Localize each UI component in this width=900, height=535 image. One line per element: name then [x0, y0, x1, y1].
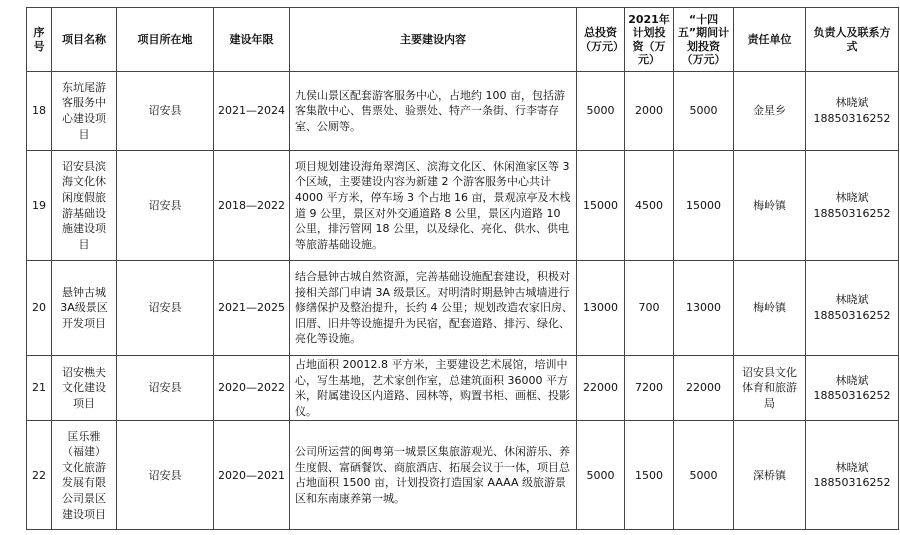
- cell-period: 2018—2022: [214, 151, 290, 261]
- cell-seq: 22: [27, 421, 52, 530]
- table-row: [27, 151, 899, 261]
- cell-location: 诏安县: [117, 421, 214, 530]
- header-name: 项目名称: [52, 8, 117, 72]
- cell-total-investment: 13000: [577, 261, 625, 356]
- cell-14th-plan: 22000: [674, 356, 734, 421]
- header-seq: 序号: [27, 8, 52, 72]
- cell-period: 2020—2021: [214, 421, 290, 530]
- header-total-investment: 总投资（万元）: [577, 8, 625, 72]
- header-contact: 负责人及联系方式: [806, 8, 899, 72]
- cell-location: 诏安县: [117, 151, 214, 261]
- cell-period: 2020—2022: [214, 356, 290, 421]
- cell-total-investment: 5000: [577, 421, 625, 530]
- cell-content: 结合悬钟古城自然资源，完善基础设施配套建设，积极对接相关部门申请 3A 级景区。对明清时期悬钟古城墙进行修缮保护及整治提升，长约 4 公里；规划改造农家旧房、旧厝、旧井等设施提升为民宿，配套道路、排污、绿化、亮化等设施。: [290, 261, 577, 356]
- cell-14th-plan: 5000: [674, 72, 734, 151]
- cell-2021-plan: 2000: [625, 72, 674, 151]
- cell-responsible-unit: 金星乡: [734, 72, 806, 151]
- cell-contact: [806, 72, 899, 151]
- cell-contact: [806, 151, 899, 261]
- header-row: [27, 8, 899, 72]
- header-period: 建设年限: [214, 8, 290, 72]
- cell-contact: [806, 261, 899, 356]
- cell-project-name: 悬钟古城3A级景区开发项目: [52, 261, 117, 356]
- contact-phone: 18850316252: [813, 206, 891, 220]
- cell-project-name: 诏安樵夫文化建设项目: [52, 356, 117, 421]
- cell-content: 占地面积 20012.8 平方米，主要建设艺术展馆，培训中心，写生基地，艺术家创作室，总建筑面积 36000 平方米，附属建设区内道路、园林等，购置书柜、画框、投影仪。: [290, 356, 577, 421]
- header-responsible-unit: 责任单位: [734, 8, 806, 72]
- cell-total-investment: 22000: [577, 356, 625, 421]
- cell-seq: 21: [27, 356, 52, 421]
- contact-phone: 18850316252: [813, 389, 891, 403]
- header-2021-plan: 2021年计划投资（万元）: [625, 8, 674, 72]
- project-table: [26, 7, 899, 530]
- cell-2021-plan: 1500: [625, 421, 674, 530]
- cell-content: 项目规划建设海角翠湾区、滨海文化区、休闲渔家区等 3 个区域，主要建设内容为新建 2 个游客服务中心共计 4000 平方米，停车场 3 个占地 16 亩，景观凉亭及木栈道 9 公里，景区对外交通道路 8 公里，景区内道路 10 公里，排污管网 18 公里，以及绿化、亮化、供水、供电等旅游基础设施。: [290, 151, 577, 261]
- cell-content: 九侯山景区配套游客服务中心，占地约 100 亩，包括游客集散中心、售票处、验票处、特产一条街、行李寄存室、公厕等。: [290, 72, 577, 151]
- cell-responsible-unit: 诏安县文化体育和旅游局: [734, 356, 806, 421]
- contact-phone: 18850316252: [813, 476, 891, 490]
- cell-project-name: 诏安县滨海文化休闲度假旅游基础设施建设项目: [52, 151, 117, 261]
- contact-name: 林晓斌: [835, 373, 869, 387]
- cell-project-name: 东坑尾游客服务中心建设项目: [52, 72, 117, 151]
- contact-phone: 18850316252: [813, 309, 891, 322]
- cell-seq: 19: [27, 151, 52, 261]
- header-location: 项目所在地: [117, 8, 214, 72]
- cell-14th-plan: 15000: [674, 151, 734, 261]
- cell-2021-plan: 700: [625, 261, 674, 356]
- cell-14th-plan: 13000: [674, 261, 734, 356]
- cell-period: 2021—2024: [214, 72, 290, 151]
- cell-content: 公司所运营的闽粤第一城景区集旅游观光、休闲游乐、养生度假、富硒餐饮、商旅酒店、拓展会议于一体，项目总占地面积 1500 亩，计划投资打造国家 AAAA 级旅游景区和东南康养第一城。: [290, 421, 577, 530]
- cell-location: 诏安县: [117, 261, 214, 356]
- contact-phone: 18850316252: [813, 112, 891, 125]
- cell-2021-plan: 7200: [625, 356, 674, 421]
- cell-location: 诏安县: [117, 72, 214, 151]
- cell-project-name: 匡乐雅（福建）文化旅游发展有限公司景区建设项目: [52, 421, 117, 530]
- cell-location: 诏安县: [117, 356, 214, 421]
- cell-contact: [806, 356, 899, 421]
- table-row: [27, 72, 899, 151]
- cell-contact: [806, 421, 899, 530]
- cell-responsible-unit: 深桥镇: [734, 421, 806, 530]
- cell-seq: 18: [27, 72, 52, 151]
- header-14th-plan: “十四五”期间计划投资（万元）: [674, 8, 734, 72]
- table-row: [27, 261, 899, 356]
- cell-2021-plan: 4500: [625, 151, 674, 261]
- cell-responsible-unit: 梅岭镇: [734, 151, 806, 261]
- header-content: 主要建设内容: [290, 8, 577, 72]
- table-row: [27, 421, 899, 530]
- contact-name: 林晓斌: [835, 190, 869, 204]
- cell-seq: 20: [27, 261, 52, 356]
- contact-name: 林晓斌: [835, 96, 869, 110]
- cell-responsible-unit: 梅岭镇: [734, 261, 806, 356]
- cell-total-investment: 15000: [577, 151, 625, 261]
- cell-period: 2021—2025: [214, 261, 290, 356]
- contact-name: 林晓斌: [835, 293, 869, 307]
- table-row: [27, 356, 899, 421]
- cell-total-investment: 5000: [577, 72, 625, 151]
- contact-name: 林晓斌: [835, 460, 869, 474]
- cell-14th-plan: 5000: [674, 421, 734, 530]
